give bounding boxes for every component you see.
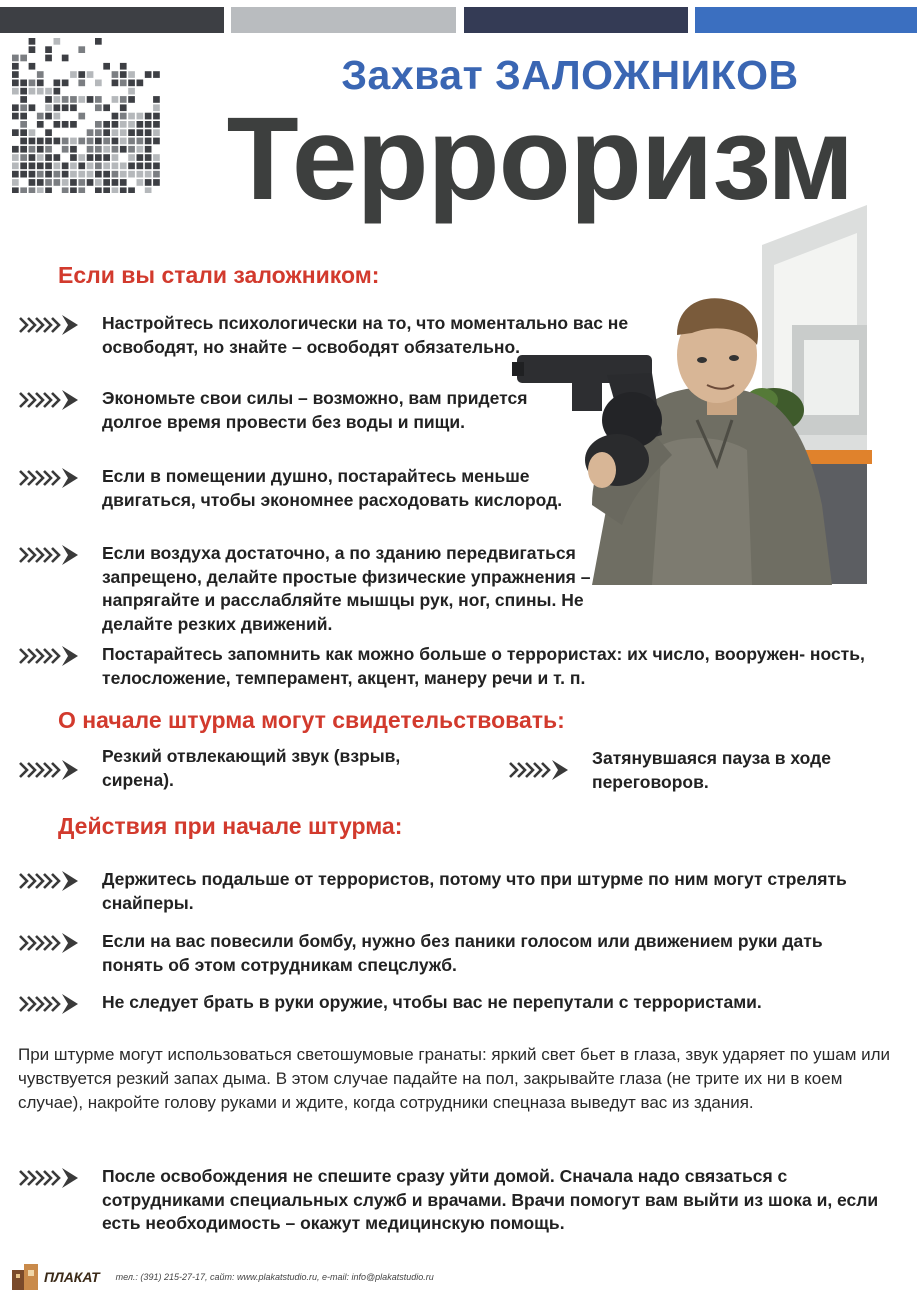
list-item	[18, 1165, 908, 1236]
list-item	[508, 747, 903, 794]
list-item	[18, 387, 578, 434]
chevrons-icon	[18, 314, 82, 336]
list-item-text: Если в помещении душно, постарайтесь меньше двигаться, чтобы экономнее расходовать кислород.	[102, 466, 563, 510]
list-item	[18, 868, 908, 915]
chevrons-icon	[18, 389, 82, 411]
publisher-logo-icon	[12, 1264, 40, 1290]
page-subtitle: Захват ЗАЛОЖНИКОВ	[341, 52, 799, 98]
list-item-text: Если воздуха достаточно, а по зданию передвигаться запрещено, делайте простые физические упражнения – напрягайте и расслабляйте мышцы рук, ног, спины. Не делайте резких движений.	[102, 543, 591, 634]
list-item	[18, 542, 658, 636]
page-title: Терроризм	[226, 93, 854, 225]
chevrons-icon	[18, 467, 82, 489]
chevrons-icon	[18, 544, 82, 566]
chevrons-icon	[18, 932, 82, 954]
chevrons-icon	[18, 1167, 82, 1189]
list-item-text: Экономьте свои силы – возможно, вам придется долгое время провести без воды и пищи.	[102, 388, 528, 432]
top-bar-3	[464, 7, 688, 33]
list-item-text: Не следует брать в руки оружие, чтобы вас не перепутали с террористами.	[102, 992, 762, 1012]
chevrons-icon	[18, 993, 82, 1015]
top-bar-1	[0, 7, 224, 33]
top-bar-4	[695, 7, 917, 33]
list-item-text: Если на вас повесили бомбу, нужно без паники голосом или движением руки дать понять об этом сотрудникам спецслужб.	[102, 931, 823, 975]
chevrons-icon	[508, 759, 572, 781]
list-item-text: Затянувшаяся пауза в ходе переговоров.	[592, 748, 831, 792]
publisher-brand: ПЛАКАТ	[44, 1269, 100, 1285]
list-item	[18, 991, 908, 1015]
publisher-contacts: тел.: (391) 215-27-17, сайт: www.plakatstudio.ru, e-mail: info@plakatstudio.ru	[115, 1272, 434, 1282]
section-heading-assault-actions: Действия при начале штурма:	[58, 813, 403, 839]
section-heading-hostage: Если вы стали заложником:	[58, 262, 380, 288]
section-heading-assault-signs: О начале штурма могут свидетельствовать:	[58, 707, 565, 733]
list-item	[18, 312, 658, 359]
list-item	[18, 745, 438, 792]
list-item-text: Резкий отвлекающий звук (взрыв, сирена).	[102, 746, 401, 790]
list-item	[18, 643, 908, 690]
footer	[12, 1262, 434, 1292]
list-item	[18, 930, 908, 977]
stun-grenade-paragraph: При штурме могут использоваться светошумовые гранаты: яркий свет бьет в глаза, звук ударяет по ушам или чувствуется резкий запах дыма. В этом случае падайте на пол, закрывайте глаза (не трите их ни в коем случае), накройте голову руками и ждите, когда сотрудники спецназа выведут вас из здания.	[18, 1045, 891, 1112]
list-item	[18, 465, 618, 512]
list-item-text: Настройтесь психологически на то, что моментально вас не освободят, но знайте – освободят обязательно.	[102, 313, 629, 357]
pixel-mosaic-decoration	[12, 38, 162, 193]
top-bar-2	[231, 7, 456, 33]
chevrons-icon	[18, 759, 82, 781]
chevrons-icon	[18, 645, 82, 667]
list-item-text: После освобождения не спешите сразу уйти домой. Сначала надо связаться с сотрудниками специальных служб и врачами. Врачи помогут вам выйти из шока и, если есть необходимость – окажут медицинскую помощь.	[102, 1166, 879, 1233]
chevrons-icon	[18, 870, 82, 892]
list-item-text: Держитесь подальше от террористов, потому что при штурме по ним могут стрелять снайперы.	[102, 869, 847, 913]
list-item-text: Постарайтесь запомнить как можно больше о террористах: их число, вооружен- ность, телосложение, темперамент, акцент, манеру речи и т. п.	[102, 644, 865, 688]
